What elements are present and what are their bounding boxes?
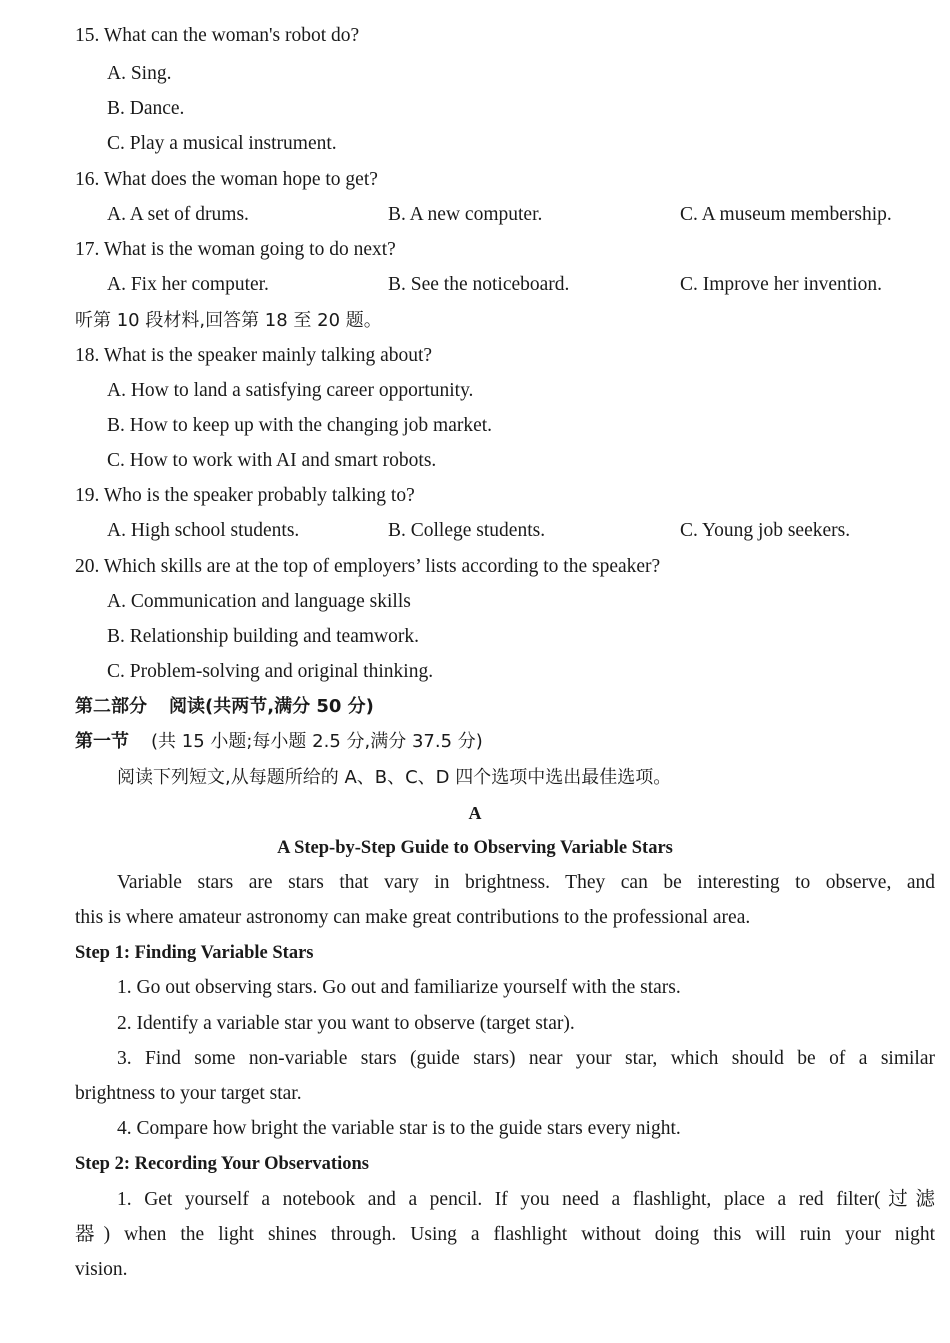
q16-option-c: C. A museum membership. [680, 204, 892, 225]
q15-option-a: A. Sing. [107, 63, 172, 84]
q16-stem: 16. What does the woman hope to get? [75, 169, 378, 190]
step1-heading: Step 1: Finding Variable Stars [75, 943, 314, 963]
part2-title: 阅读(共两节,满分 50 分) [169, 696, 374, 717]
intro-line-1: Variable stars are stars that vary in brightness. They can be interesting to observe, and [117, 872, 935, 893]
q19-option-a: A. High school students. [107, 520, 300, 541]
part2-label: 第二部分 [75, 696, 147, 717]
step1-item-3-line-1: 3. Find some non-variable stars (guide stars) near your star, which should be of a similar [117, 1048, 935, 1069]
step2-item-1-line-3: vision. [75, 1259, 128, 1280]
listening-instruction: 听第 10 段材料,回答第 18 至 20 题。 [75, 310, 382, 331]
q18-option-b: B. How to keep up with the changing job market. [107, 415, 493, 436]
section1-title: (共 15 小题;每小题 2.5 分,满分 37.5 分) [151, 731, 483, 752]
q20-stem: 20. Which skills are at the top of employers’ lists according to the speaker? [75, 556, 661, 577]
q19-option-b: B. College students. [388, 520, 546, 541]
step1-item-4: 4. Compare how bright the variable star is to the guide stars every night. [117, 1118, 681, 1139]
passage-letter: A [468, 803, 482, 823]
q16-option-a: A. A set of drums. [107, 204, 249, 225]
step2-item-1-line-1: 1. Get yourself a notebook and a pencil. If you need a flashlight, place a red filter(过滤 [117, 1189, 935, 1210]
intro-line-2: this is where amateur astronomy can make great contributions to the professional area. [75, 907, 751, 928]
step2-heading: Step 2: Recording Your Observations [75, 1154, 369, 1174]
q20-option-b: B. Relationship building and teamwork. [107, 626, 419, 647]
reading-instruction: 阅读下列短文,从每题所给的 A、B、C、D 四个选项中选出最佳选项。 [117, 767, 672, 788]
q17-option-b: B. See the noticeboard. [388, 274, 570, 295]
q15-option-c: C. Play a musical instrument. [107, 133, 337, 154]
q19-stem: 19. Who is the speaker probably talking to? [75, 485, 415, 506]
q15-option-b: B. Dance. [107, 98, 185, 119]
passage-title: A Step-by-Step Guide to Observing Variable Stars [277, 838, 673, 858]
q19-option-c: C. Young job seekers. [680, 520, 851, 541]
q18-option-a: A. How to land a satisfying career opportunity. [107, 380, 474, 401]
q20-option-a: A. Communication and language skills [107, 591, 411, 612]
step1-item-3-line-2: brightness to your target star. [75, 1083, 302, 1104]
step2-item-1-line-2: 器) when the light shines through. Using a flashlight without doing this will ruin your night [75, 1224, 935, 1245]
q16-option-b: B. A new computer. [388, 204, 543, 225]
q17-option-c: C. Improve her invention. [680, 274, 882, 295]
cropped-question-stem: 15. What can the woman's robot do? [75, 25, 360, 46]
q18-option-c: C. How to work with AI and smart robots. [107, 450, 437, 471]
step1-item-1: 1. Go out observing stars. Go out and familiarize yourself with the stars. [117, 977, 681, 998]
q17-option-a: A. Fix her computer. [107, 274, 269, 295]
part2-heading [75, 695, 374, 719]
section1-heading [75, 730, 483, 754]
q18-stem: 18. What is the speaker mainly talking about? [75, 345, 433, 366]
step1-item-2: 2. Identify a variable star you want to observe (target star). [117, 1013, 575, 1034]
q20-option-c: C. Problem-solving and original thinking. [107, 661, 434, 682]
section1-label: 第一节 [75, 731, 129, 752]
q17-stem: 17. What is the woman going to do next? [75, 239, 396, 260]
